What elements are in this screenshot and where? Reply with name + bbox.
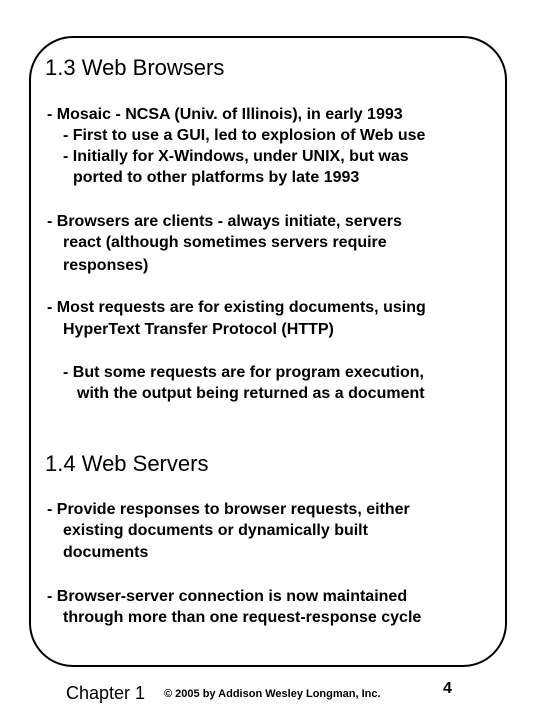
sub-bullet-first-gui: - First to use a GUI, led to explosion of Web use <box>63 127 426 144</box>
sub-bullet-program-execution-cont: with the output being returned as a document <box>77 385 425 402</box>
bullet-provide-responses-cont1: existing documents or dynamically built <box>63 522 368 539</box>
bullet-browser-server-connection-cont: through more than one request-response cycle <box>63 609 422 626</box>
page-number: 4 <box>443 680 452 697</box>
bullet-most-requests: - Most requests are for existing documents, using <box>47 299 426 316</box>
footer-chapter-label: Chapter 1 <box>66 683 146 703</box>
bullet-provide-responses-cont2: documents <box>63 544 149 561</box>
bullet-browsers-clients-cont1: react (although sometimes servers require <box>63 234 387 251</box>
bullet-mosaic: - Mosaic - NCSA (Univ. of Illinois), in early 1993 <box>47 106 403 123</box>
sub-bullet-x-windows: - Initially for X-Windows, under UNIX, but was <box>63 148 409 165</box>
bullet-browsers-clients: - Browsers are clients - always initiate, servers <box>47 213 402 230</box>
sub-bullet-x-windows-cont: ported to other platforms by late 1993 <box>73 169 360 186</box>
sub-bullet-program-execution: - But some requests are for program execution, <box>63 364 424 381</box>
bullet-browser-server-connection: - Browser-server connection is now maintained <box>47 588 408 605</box>
section-heading-web-browsers: 1.3 Web Browsers <box>45 55 225 80</box>
footer-copyright: © 2005 by Addison Wesley Longman, Inc. <box>164 688 381 700</box>
bullet-provide-responses: - Provide responses to browser requests, either <box>47 501 410 518</box>
bullet-most-requests-cont: HyperText Transfer Protocol (HTTP) <box>63 321 334 338</box>
section-heading-web-servers: 1.4 Web Servers <box>45 451 209 476</box>
bullet-browsers-clients-cont2: responses) <box>63 257 149 274</box>
